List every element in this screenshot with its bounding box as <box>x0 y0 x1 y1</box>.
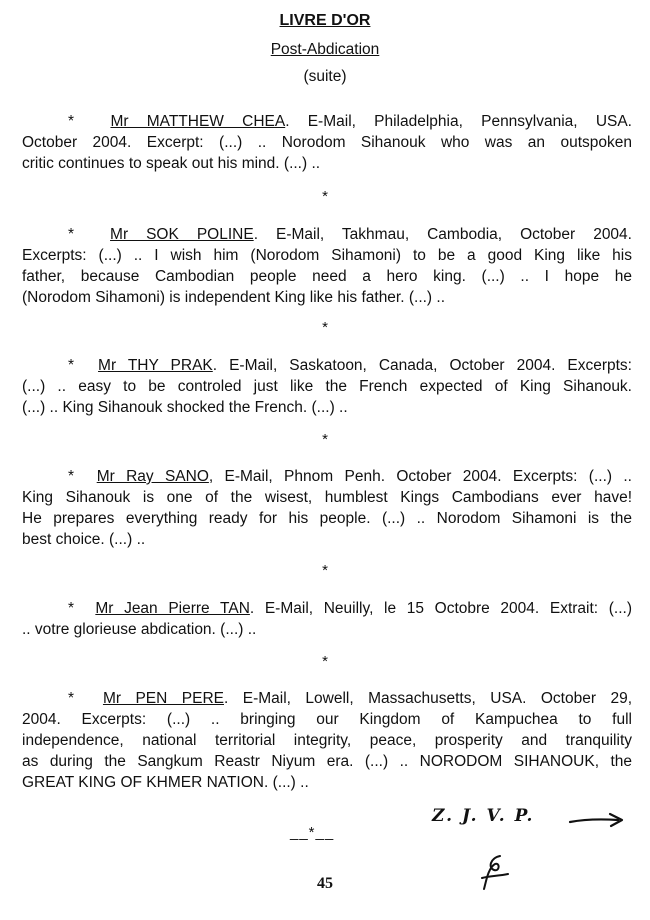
page-title: LIVRE D'OR <box>279 12 371 29</box>
arrow-icon <box>568 810 628 830</box>
continuation-label: (suite) <box>303 68 347 85</box>
bullet: * <box>68 357 75 374</box>
entry-line: (...) .. easy to be controled just like the French expected of King Sihanouk. <box>22 378 632 395</box>
bullet: * <box>68 468 75 485</box>
entry-line: October 2004. Excerpt: (...) .. Norodom Sihanouk who was an outspoken <box>22 134 632 151</box>
entry-line: . E-Mail, Philadelphia, Pennsylvania, USA. <box>285 113 632 130</box>
end-divider: __*__ <box>290 824 335 841</box>
bullet: * <box>68 690 75 707</box>
signature-initials: Z. J. V. P. <box>432 806 535 826</box>
entry-author: Mr Jean Pierre TAN <box>95 600 250 617</box>
entry-line: .. votre glorieuse abdication. (...) .. <box>22 621 257 638</box>
entry-author: Mr Ray SANO <box>96 468 209 485</box>
separator-star: * <box>322 653 328 670</box>
entry-line: critic continues to speak out his mind. (...) .. <box>22 155 321 172</box>
guestbook-entry <box>22 598 632 640</box>
entry-line: father, because Cambodian people need a hero king. (...) .. I hope he <box>22 268 632 285</box>
separator-star: * <box>322 431 328 448</box>
bullet: * <box>68 226 75 243</box>
entry-line: King Sihanouk is one of the wisest, humblest Kings Cambodians ever have! <box>22 489 632 506</box>
entry-line: 2004. Excerpts: (...) .. bringing our Kingdom of Kampuchea to full <box>22 711 632 728</box>
entry-line: . E-Mail, Neuilly, le 15 Octobre 2004. Extrait: (...) <box>249 600 632 617</box>
separator-star: * <box>322 319 328 336</box>
entry-line: (Norodom Sihamoni) is independent King like his father. (...) .. <box>22 289 446 306</box>
separator-star: * <box>322 188 328 205</box>
entry-line: best choice. (...) .. <box>22 531 146 548</box>
entry-line: Excerpts: (...) .. I wish him (Norodom Sihamoni) to be a good King like his <box>22 247 632 264</box>
page-subtitle: Post-Abdication <box>270 41 380 58</box>
separator-star: * <box>322 562 328 579</box>
entry-line: , E-Mail, Phnom Penh. October 2004. Excerpts: (...) .. <box>208 468 632 485</box>
entry-line: . E-Mail, Lowell, Massachusetts, USA. October 29, <box>224 690 632 707</box>
guestbook-entry <box>22 688 632 793</box>
guestbook-entry <box>22 111 632 174</box>
bullet: * <box>68 600 75 617</box>
entry-author: Mr SOK POLINE <box>110 226 254 243</box>
guestbook-entry <box>22 466 632 550</box>
page-number: 45 <box>317 875 333 892</box>
entry-author: Mr THY PRAK <box>98 357 213 374</box>
entry-line: as during the Sangkum Reastr Niyum era. (...) .. NORODOM SIHANOUK, the <box>22 753 632 770</box>
guestbook-entry <box>22 224 632 308</box>
entry-author: Mr PEN PERE <box>102 690 224 707</box>
entry-line: . E-Mail, Takhmau, Cambodia, October 2004. <box>253 226 632 243</box>
entry-line: . E-Mail, Saskatoon, Canada, October 2004. Excerpts: <box>212 357 632 374</box>
entry-author: Mr MATTHEW CHEA <box>110 113 286 130</box>
entry-line: GREAT KING OF KHMER NATION. (...) .. <box>22 774 309 791</box>
entry-line: (...) .. King Sihanouk shocked the French. (...) .. <box>22 399 348 416</box>
entry-line: independence, national territorial integrity, peace, prosperity and tranquility <box>22 732 632 749</box>
guestbook-entry <box>22 355 632 418</box>
entry-line: He prepares everything ready for his people. (...) .. Norodom Sihamoni is the <box>22 510 632 527</box>
bullet: * <box>68 113 75 130</box>
